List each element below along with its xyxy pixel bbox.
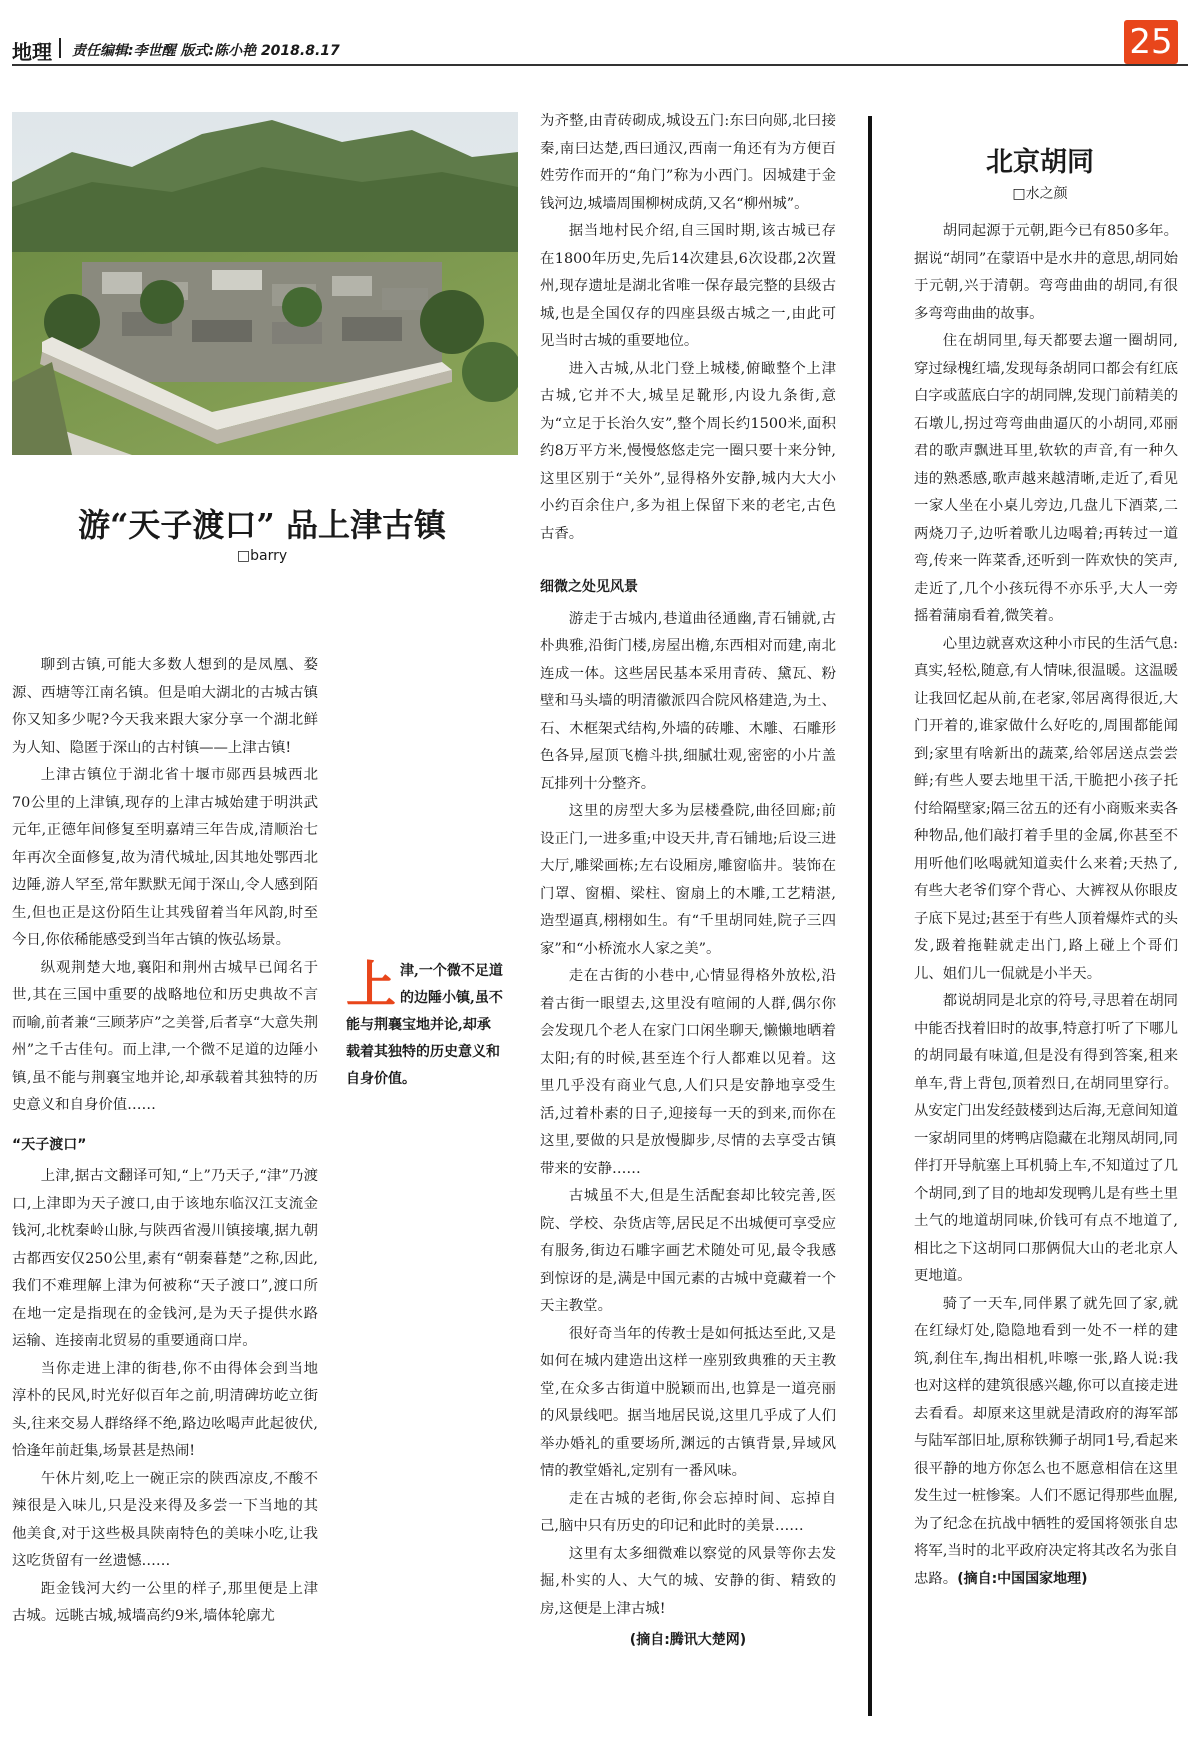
- paragraph: 纵观荆楚大地,襄阳和荆州古城早已闻名于世,其在三国中重要的战略地位和历史典故不言而喻,前者兼“三顾茅庐”之美誉,后者享“大意失荆州”之千古佳句。而上津,一个微不足道的边陲小镇,虽不能与荆襄宝地并论,却承载着其独特的历史意义和自身价值……: [12, 959, 318, 1113]
- paragraph: 游走于古城内,巷道曲径通幽,青石铺就,古朴典雅,沿街门楼,房屋出檐,东西相对而建,南北连成一体。这些居民基本采用青砖、黛瓦、粉壁和马头墙的明清徽派四合院风格建造,为土、石、木框架式结构,外墙的砖雕、木雕、石雕形色各异,屋顶飞檐斗拱,细腻壮观,密密的小片盖瓦排列十分整齐。: [540, 610, 836, 792]
- paragraph: 这里的房型大多为层楼叠院,曲径回廊;前设正门,一进多重;中设天井,青石铺地;后设三进大厅,雕梁画栋;左右设厢房,雕窗临井。装饰在门罩、窗楣、梁柱、窗扇上的木雕,工艺精湛,造型逼真,栩栩如生。有“千里胡同娃,院子三四家”和“小桥流水人家之美”。: [540, 803, 836, 957]
- editor-info: 责任编辑:李世醒 版式:陈小艳 2018.8.17: [72, 43, 340, 59]
- article1-title: 游“天子渡口” 品上津古镇: [78, 506, 446, 544]
- article2-title: 北京胡同: [986, 147, 1094, 178]
- article1-source: (摘自:腾讯大楚网): [629, 1632, 747, 1648]
- paragraph: 走在古城的老街,你会忘掉时间、忘掉自己,脑中只有历史的印记和此时的美景……: [540, 1490, 836, 1534]
- paragraph: 上津,据古文翻译可知,“上”乃天子,“津”乃渡口,上津即为天子渡口,由于该地东临汉江支流金钱河,北枕秦岭山脉,与陕西省漫川镇接壤,据九朝古都西安仅250公里,素有“朝秦暮楚”之称,因此,我们不难理解上津为何被称“天子渡口”,渡口所在地一定是指现在的金钱河,是为天子提供水路运输、连接南北贸易的重要通商口岸。: [12, 1168, 318, 1349]
- paragraph: 进入古城,从北门登上城楼,俯瞰整个上津古城,它并不大,城呈足靴形,内设九条街,意为“立足于长治久安”,整个周长约1500米,面积约8万平方米,慢慢悠悠走完一圈只要十来分钟,这里区别于“关外”,显得格外安静,城内大大小小约百余住户,多为祖上保留下来的老宅,古色古香。: [540, 360, 836, 542]
- paragraph: 为齐整,由青砖砌成,城设五门:东曰向郧,北曰接秦,南曰达楚,西曰通汉,西南一角还有为方便百姓劳作而开的“角门”称为小西门。因城建于金钱河边,城墙周围柳树成荫,又名“柳州城”。: [540, 113, 836, 212]
- paragraph: 胡同起源于元朝,距今已有850多年。据说“胡同”在蒙语中是水井的意思,胡同始于元朝,兴于清朝。弯弯曲曲的胡同,有很多弯弯曲曲的故事。: [914, 223, 1178, 322]
- paragraph: 住在胡同里,每天都要去遛一圈胡同,穿过绿槐红墙,发现每条胡同口都会有红底白字或蓝底白字的胡同牌,发现门前精美的石墩儿,拐过弯弯曲曲逼仄的小胡同,邓丽君的歌声飘进耳里,软软的声音,有一种久违的熟悉感,歌声越来越清晰,走近了,看见一家人坐在小桌儿旁边,几盘儿下酒菜,二两烧刀子,边听着歌儿边喝着;再转过一道弯,传来一阵菜香,还听到一阵欢快的笑声,走近了,几个小孩玩得不亦乐乎,大人一旁摇着蒲扇看着,微笑着。: [914, 333, 1178, 624]
- page-header: [12, 20, 1188, 68]
- column-divider: [868, 116, 872, 1716]
- paragraph: 心里边就喜欢这种小市民的生活气息:真实,轻松,随意,有人情味,很温暖。这温暖让我回忆起从前,在老家,邻居离得很近,大门开着的,谁家做什么好吃的,周围都能闻到;家里有啥新出的蔬菜,给邻居送点尝尝鲜;有些人要去地里干活,干脆把小孩子托付给隔壁家;隔三岔五的还有小商贩来卖各种物品,他们敲打着手里的金属,你甚至不用听他们吆喝就知道卖什么来着;天热了,有些大老爷们穿个背心、大裤衩从你眼皮子底下晃过;甚至于有些人顶着爆炸式的头发,趿着拖鞋就走出门,路上碰上个哥们儿、姐们儿一侃就是小半天。: [914, 635, 1178, 982]
- paragraph-text: 骑了一天车,同伴累了就先回了家,就在红绿灯处,隐隐地看到一处不一样的建筑,刹住车,掏出相机,咔嚓一张,路人说:我也对这样的建筑很感兴趣,你可以直接走进去看看。却原来这里就是清政府的海军部与陆军部旧址,原称铁狮子胡同1号,看起来很平静的地方你怎么也不愿意相信在这里发生过一桩惨案。人们不愿记得那些血腥,为了纪念在抗战中牺牲的爱国将领张自忠将军,当时的北平政府决定将其改名为张自忠路。: [914, 1295, 1178, 1587]
- paragraph: 上津古镇位于湖北省十堰市郧西县城西北70公里的上津镇,现存的上津古城始建于明洪武元年,正德年间修复至明嘉靖三年告成,清顺治七年再次全面修复,故为清代城址,因其地处鄂西北边陲,游人罕至,常年默默无闻于深山,令人感到陌生,但也正是这份陌生让其残留着当年风韵,时至今日,你依稀能感受到当年古镇的恢弘场景。: [12, 767, 318, 948]
- paragraph: 很好奇当年的传教士是如何抵达至此,又是如何在城内建造出这样一座别致典雅的天主教堂,在众多古街道中脱颖而出,也算是一道亮丽的风景线吧。据当地居民说,这里几乎成了人们举办婚礼的重要场所,渊远的古镇背景,异域风情的教堂婚礼,定别有一番风味。: [540, 1325, 836, 1479]
- paragraph: 当你走进上津的街巷,你不由得体会到当地淳朴的民风,时光好似百年之前,明清碑坊屹立街头,往来交易人群络绎不绝,路边吆喝声此起彼伏,恰逢年前赶集,场景甚是热闹!: [12, 1360, 318, 1459]
- article1-column-2: [540, 108, 836, 1655]
- paragraph: 这里有太多细微难以察觉的风景等你去发掘,朴实的人、大气的城、安静的街、精致的房,这便是上津古城!: [540, 1545, 836, 1617]
- ancient-town-photo: [12, 112, 518, 455]
- drop-cap: 上: [346, 955, 396, 1014]
- article1-column-1: [12, 652, 318, 1631]
- article2-source: (摘自:中国国家地理): [957, 1570, 1088, 1587]
- paragraph: 走在古街的小巷中,心情显得格外放松,沿着古街一眼望去,这里没有喧闹的人群,偶尔你会发现几个老人在家门口闲坐聊天,懒懒地晒着太阳;有的时候,甚至连个行人都难以见着。这里几乎没有商业气息,人们只是安静地享受生活,过着朴素的日子,迎接每一天的到来,而你在这里,要做的只是放慢脚步,尽情的去享受古镇带来的安静……: [540, 968, 836, 1177]
- article2-column: [914, 218, 1178, 1593]
- page-number: 25: [1124, 20, 1178, 64]
- paragraph: 午休片刻,吃上一碗正宗的陕西凉皮,不酸不辣很是入味儿,只是没来得及多尝一下当地的其他美食,对于这些极具陕南特色的美味小吃,让我这吃货留有一丝遗憾……: [12, 1470, 318, 1569]
- ancient-town-photo-image: [12, 112, 518, 455]
- article2-byline: □水之颜: [1012, 186, 1068, 202]
- paragraph: 聊到古镇,可能大多数人想到的是凤凰、婺源、西塘等江南名镇。但是咱大湖北的古城古镇你又知多少呢?今天我来跟大家分享一个湖北鲜为人知、隐匿于深山的古村镇——上津古镇!: [12, 657, 318, 756]
- paragraph: 距金钱河大约一公里的样子,那里便是上津古城。远眺古城,城墙高约9米,墙体轮廓尤: [12, 1580, 318, 1624]
- paragraph: 古城虽不大,但是生活配套却比较完善,医院、学校、杂货店等,居民足不出城便可享受应有服务,街边石雕字画艺术随处可见,最令我感到惊讶的是,满是中国元素的古城中竟藏着一个天主教堂。: [540, 1188, 836, 1314]
- section-label: 地理: [12, 40, 52, 64]
- section-heading-tianzi: “天子渡口”: [12, 1136, 87, 1153]
- header-rule: [12, 64, 1188, 66]
- pull-quote-text: 津,一个微不足道的边陲小镇,虽不能与荆襄宝地并论,却承载着其独特的历史意义和自身价值。: [346, 963, 503, 1087]
- article1-byline: □barry: [236, 548, 288, 564]
- paragraph: 都说胡同是北京的符号,寻思着在胡同中能否找着旧时的故事,特意打听了下哪儿的胡同最有味道,但是没有得到答案,租来单车,背上背包,顶着烈日,在胡同里穿行。从安定门出发经鼓楼到达后海,无意间知道一家胡同里的烤鸭店隐藏在北翔凤胡同,同伴打开导航塞上耳机骑上车,不知道过了几个胡同,到了目的地却发现鸭儿是有些土里土气的地道胡同味,价钱可有点不地道了,相比之下这胡同口那俩侃大山的老北京人更地道。: [914, 993, 1178, 1284]
- paragraph: [914, 1291, 1178, 1594]
- section-heading-details: 细微之处见风景: [540, 579, 638, 595]
- header-divider: [59, 38, 61, 58]
- paragraph: 据当地村民介绍,自三国时期,该古城已存在1800年历史,先后14次建县,6次设郡,2次置州,现存遗址是湖北省唯一保存最完整的县级古城,也是全国仅存的四座县级古城之一,由此可见当时古城的重要地位。: [540, 223, 836, 349]
- pull-quote: [346, 955, 504, 1093]
